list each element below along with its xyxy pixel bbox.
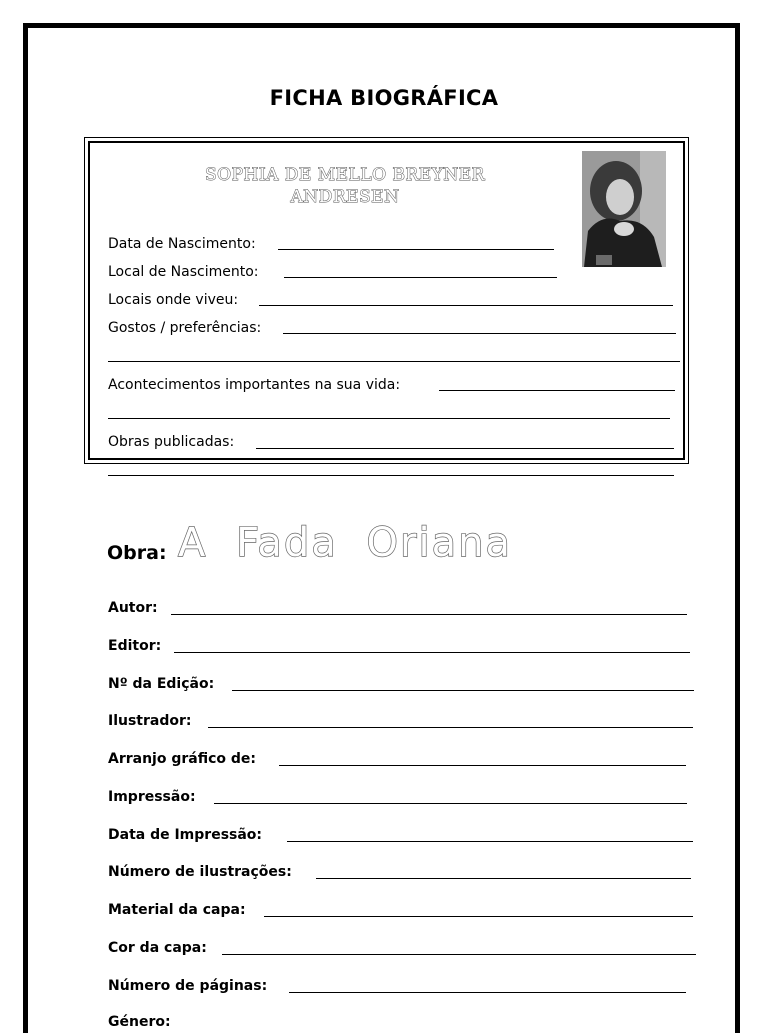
field-graphic-design-label: Arranjo gráfico de: xyxy=(108,751,257,767)
field-illustration-count-label: Número de ilustrações: xyxy=(108,864,292,880)
field-cover-material-line[interactable] xyxy=(264,916,693,917)
published-works-line[interactable] xyxy=(256,448,674,449)
field-illustration-count-line[interactable] xyxy=(316,878,691,879)
birth-place-line[interactable] xyxy=(284,277,557,278)
field-publisher-line[interactable] xyxy=(174,652,690,653)
work-title: A Fada Oriana xyxy=(178,520,512,566)
events-label: Acontecimentos importantes na sua vida: xyxy=(108,377,401,393)
field-edition-line[interactable] xyxy=(232,690,694,691)
work-label: Obra: xyxy=(107,542,167,564)
preferences-label: Gostos / preferências: xyxy=(108,320,262,336)
field-author-line[interactable] xyxy=(171,614,687,615)
birth-date-line[interactable] xyxy=(278,249,554,250)
birth-place-label: Local de Nascimento: xyxy=(108,264,259,280)
residences-label: Locais onde viveu: xyxy=(108,292,239,308)
field-page-count-line[interactable] xyxy=(289,992,686,993)
field-printing-line[interactable] xyxy=(214,803,687,804)
events-line-2[interactable] xyxy=(108,418,670,419)
field-print-date-label: Data de Impressão: xyxy=(108,827,263,843)
author-name: SOPHIA DE MELLO BREYNER ANDRESEN xyxy=(205,165,485,207)
field-cover-color-line[interactable] xyxy=(222,954,696,955)
field-illustrator-line[interactable] xyxy=(208,727,693,728)
published-works-line-2[interactable] xyxy=(108,475,674,476)
events-line[interactable] xyxy=(439,390,675,391)
field-edition-label: Nº da Edição: xyxy=(108,676,215,692)
field-cover-material-label: Material da capa: xyxy=(108,902,246,918)
page-title: FICHA BIOGRÁFICA xyxy=(269,86,499,110)
preferences-line-2[interactable] xyxy=(108,361,680,362)
field-genre-label: Género: xyxy=(108,1014,171,1030)
residences-line[interactable] xyxy=(259,305,673,306)
field-page-count-label: Número de páginas: xyxy=(108,978,268,994)
preferences-line[interactable] xyxy=(283,333,676,334)
field-publisher-label: Editor: xyxy=(108,638,162,654)
birth-date-label: Data de Nascimento: xyxy=(108,236,256,252)
field-illustrator-label: Ilustrador: xyxy=(108,713,192,729)
field-graphic-design-line[interactable] xyxy=(279,765,686,766)
field-printing-label: Impressão: xyxy=(108,789,196,805)
field-print-date-line[interactable] xyxy=(287,841,693,842)
field-author-label: Autor: xyxy=(108,600,158,616)
published-works-label: Obras publicadas: xyxy=(108,434,235,450)
author-photo xyxy=(582,151,666,267)
field-cover-color-label: Cor da capa: xyxy=(108,940,207,956)
